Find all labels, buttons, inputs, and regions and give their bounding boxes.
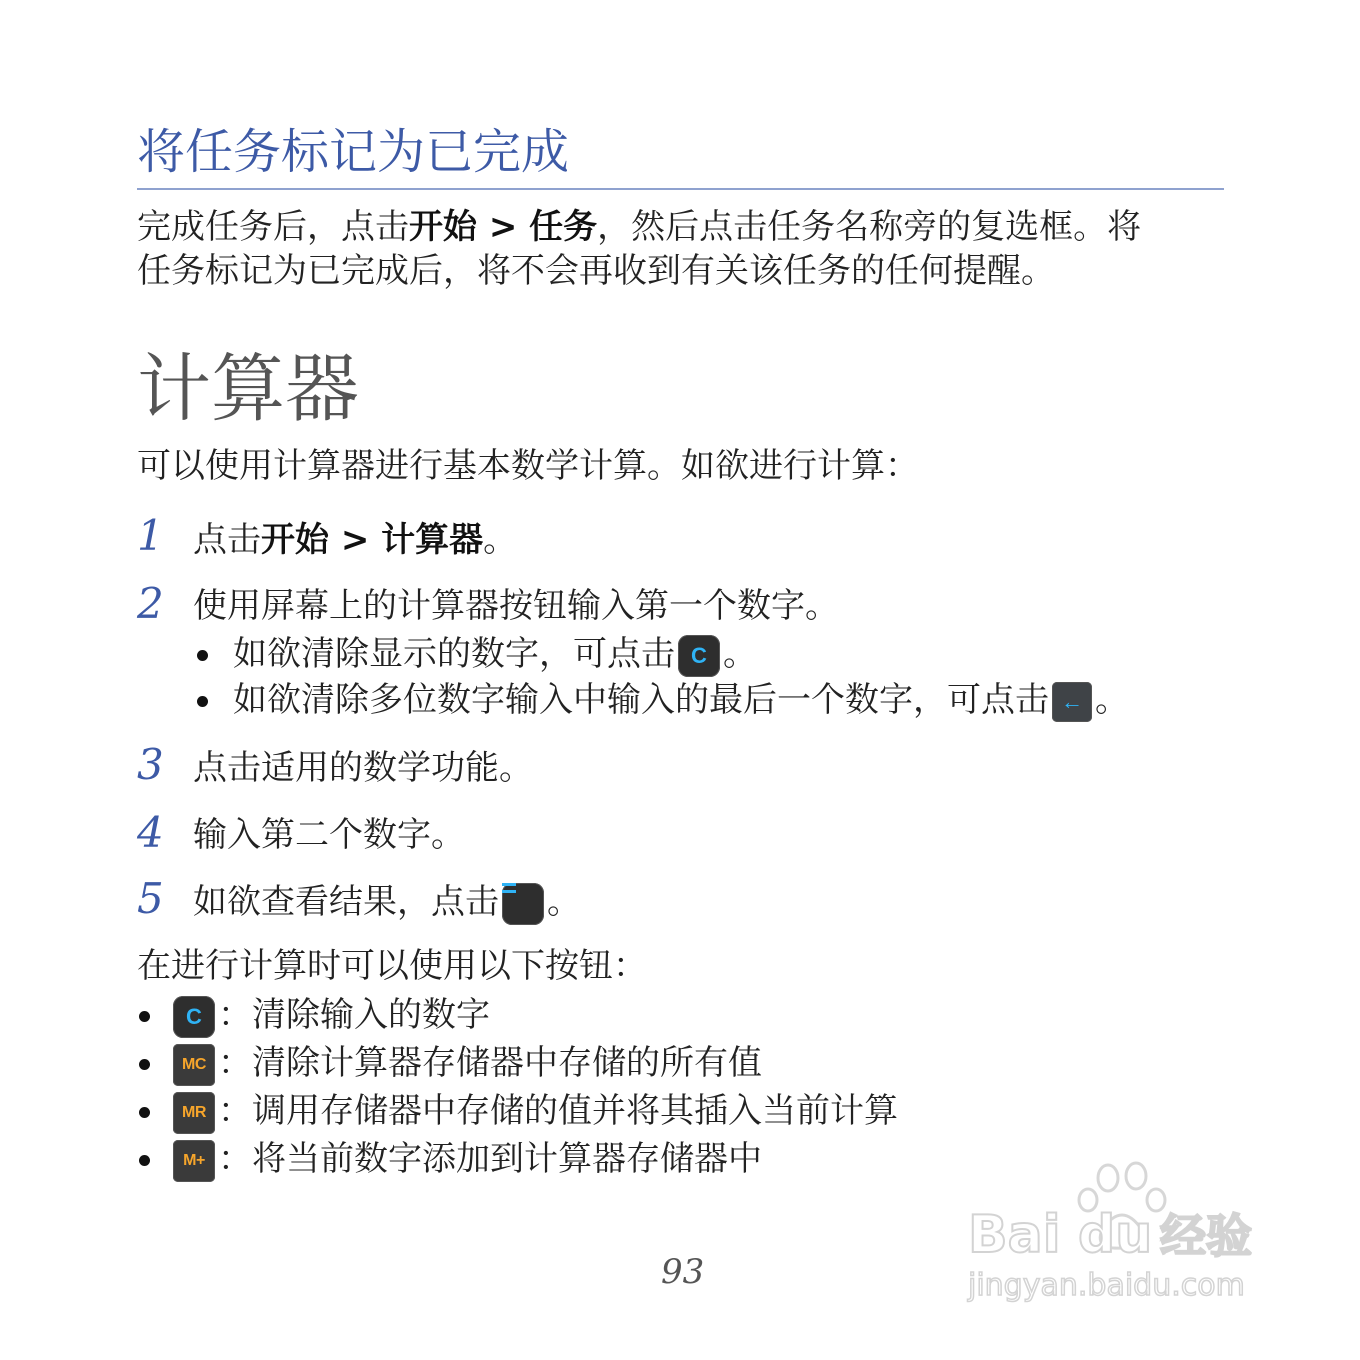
sub-text-end: 。 xyxy=(1095,680,1129,720)
step-2-sub-1 xyxy=(233,632,757,677)
button-item-c xyxy=(170,993,490,1038)
step-text: 如欲查看结果，点击 xyxy=(193,882,499,922)
step-1-text xyxy=(193,518,517,562)
button-item-mc xyxy=(170,1041,762,1086)
step-number: 1 xyxy=(137,511,164,560)
bullet-dot xyxy=(139,1059,150,1070)
bullet-dot xyxy=(197,696,208,707)
para-text: 完成任务后，点击 xyxy=(137,207,409,247)
sub-text: 如欲清除多位数字输入中输入的最后一个数字，可点击 xyxy=(233,680,1049,720)
equals-glyph xyxy=(502,883,516,893)
section-heading-complete-task: 将任务标记为已完成 xyxy=(137,124,570,180)
bullet-dot xyxy=(139,1107,150,1118)
svg-text:经验: 经验 xyxy=(1160,1209,1252,1263)
bullet-dot xyxy=(139,1155,150,1166)
sub-text-end: 。 xyxy=(723,634,757,674)
start-menu-ref: 开始 xyxy=(409,207,477,247)
backspace-arrow-icon: ← xyxy=(1052,682,1092,722)
step-2-sub-2 xyxy=(233,678,1129,722)
step-3-text: 点击适用的数学功能。 xyxy=(193,748,533,788)
button-description: ：清除输入的数字 xyxy=(218,995,490,1035)
button-item-mplus xyxy=(170,1137,762,1182)
memory-add-icon: M+ xyxy=(173,1140,215,1182)
clear-button-icon xyxy=(678,635,720,677)
button-item-mr xyxy=(170,1089,898,1134)
para-text: ，然后点击任务名称旁的复选框。将 xyxy=(597,207,1142,247)
step-text-end: 。 xyxy=(547,882,581,922)
svg-text:du: du xyxy=(1078,1205,1153,1265)
calculator-intro: 可以使用计算器进行基本数学计算。如欲进行计算： xyxy=(137,446,919,486)
calculator-menu-ref: 计算器 xyxy=(381,520,484,560)
complete-task-paragraph xyxy=(137,205,1141,249)
step-number: 5 xyxy=(137,874,164,923)
memory-recall-icon: MR xyxy=(173,1092,215,1134)
button-description: ：将当前数字添加到计算器存储器中 xyxy=(218,1139,762,1179)
heading-rule xyxy=(137,188,1224,190)
baidu-jingyan-watermark-logo xyxy=(960,1160,1280,1310)
svg-text:jingyan.baidu.com: jingyan.baidu.com xyxy=(968,1268,1245,1303)
start-menu-ref: 开始 xyxy=(261,520,329,560)
memory-clear-icon: MC xyxy=(173,1044,215,1086)
step-text: 。 xyxy=(483,520,518,560)
step-5-text xyxy=(193,880,581,925)
bullet-dot xyxy=(139,1011,150,1022)
step-2-text: 使用屏幕上的计算器按钮输入第一个数字。 xyxy=(193,586,839,626)
equals-button-icon xyxy=(502,883,544,925)
step-number: 3 xyxy=(137,740,164,789)
sub-text: 如欲清除显示的数字，可点击 xyxy=(233,634,675,674)
step-text: 点击 xyxy=(193,520,261,560)
menu-separator: > xyxy=(329,520,382,560)
buttons-intro: 在进行计算时可以使用以下按钮： xyxy=(137,946,647,986)
section-heading-calculator: 计算器 xyxy=(137,346,359,432)
menu-separator: > xyxy=(477,207,530,247)
tasks-menu-ref: 任务 xyxy=(529,207,598,247)
step-number: 4 xyxy=(137,808,164,857)
bullet-dot xyxy=(197,650,208,661)
button-description: ：调用存储器中存储的值并将其插入当前计算 xyxy=(218,1091,898,1131)
complete-task-paragraph-line2: 任务标记为已完成后，将不会再收到有关该任务的任何提醒。 xyxy=(137,251,1055,291)
clear-button-icon: C xyxy=(173,996,215,1038)
page-number: 93 xyxy=(661,1252,705,1292)
step-4-text: 输入第二个数字。 xyxy=(193,815,465,855)
step-number: 2 xyxy=(137,579,164,628)
svg-text:Bai: Bai xyxy=(968,1205,1061,1265)
button-description: ：清除计算器存储器中存储的所有值 xyxy=(218,1043,762,1083)
c-glyph: C xyxy=(691,642,707,668)
